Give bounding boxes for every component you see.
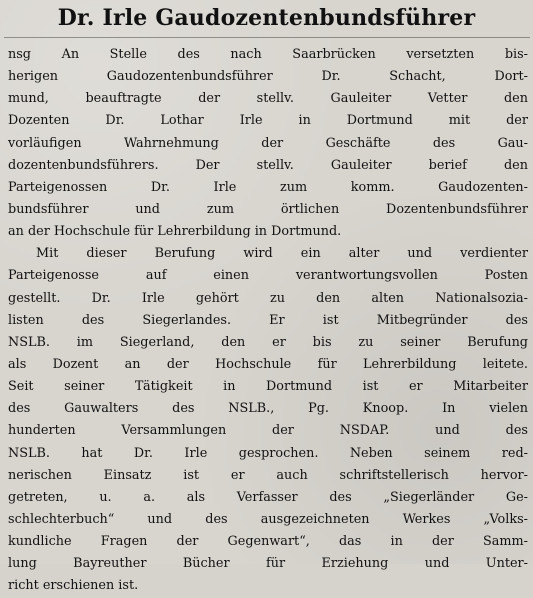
text-line: nsg An Stelle des nach Saarbrücken versetzten bis- [8,47,528,62]
text-line: listen des Siegerlandes. Er ist Mitbegründer des [8,312,528,328]
article-body [8,44,528,598]
text-line: schlechterbuch“ und des ausgezeichneten Werkes „Volks- [8,511,528,527]
headline: Dr. Irle Gaudozentenbundsführer [57,5,476,31]
text-line: getreten, u. a. als Verfasser des „Siegerländer Ge- [8,489,528,505]
text-line: herigen Gaudozentenbundsführer Dr. Schacht, Dort- [8,69,528,85]
text-line: Parteigenosse auf einen verantwortungsvollen Posten [8,268,528,284]
headline-rule [4,37,530,38]
paragraph-2 [8,243,528,597]
text-line: NSLB. hat Dr. Irle gesprochen. Neben seinem red- [8,445,528,461]
paragraph-1 [8,44,528,243]
text-line: kundliche Fragen der Gegenwart“, das in der Samm- [8,534,528,550]
text-line: vorläufigen Wahrnehmung der Geschäfte des Gau- [8,135,528,151]
text-line: Parteigenossen Dr. Irle zum komm. Gaudozenten- [8,179,528,195]
text-line: gestellt. Dr. Irle gehört zu den alten Nationalsozia- [8,290,528,306]
text-line: Seit seiner Tätigkeit in Dortmund ist er Mitarbeiter [8,379,528,395]
text-line: des Gauwalters des NSLB., Pg. Knoop. In vielen [8,401,528,417]
text-line: als Dozent an der Hochschule für Lehrerbildung leitete. [8,356,528,372]
text-line: hunderten Versammlungen der NSDAP. und des [8,423,528,439]
text-line: lung Bayreuther Bücher für Erziehung und Unter- [8,556,528,572]
text-line: nerischen Einsatz ist er auch schriftstellerisch hervor- [8,467,528,483]
text-line: Dozenten Dr. Lothar Irle in Dortmund mit der [8,113,528,129]
text-line: dozentenbundsführers. Der stellv. Gauleiter berief den [8,157,528,173]
text-line: bundsführer und zum örtlichen Dozentenbundsführer [8,201,528,217]
text-line: Mit dieser Berufung wird ein alter und verdienter [36,246,528,262]
text-line: richt erschienen ist. [8,578,139,594]
text-line: NSLB. im Siegerland, den er bis zu seiner Berufung [8,334,528,350]
text-line: an der Hochschule für Lehrerbildung in Dortmund. [8,224,342,240]
text-line: mund, beauftragte der stellv. Gauleiter Vetter den [8,91,528,107]
